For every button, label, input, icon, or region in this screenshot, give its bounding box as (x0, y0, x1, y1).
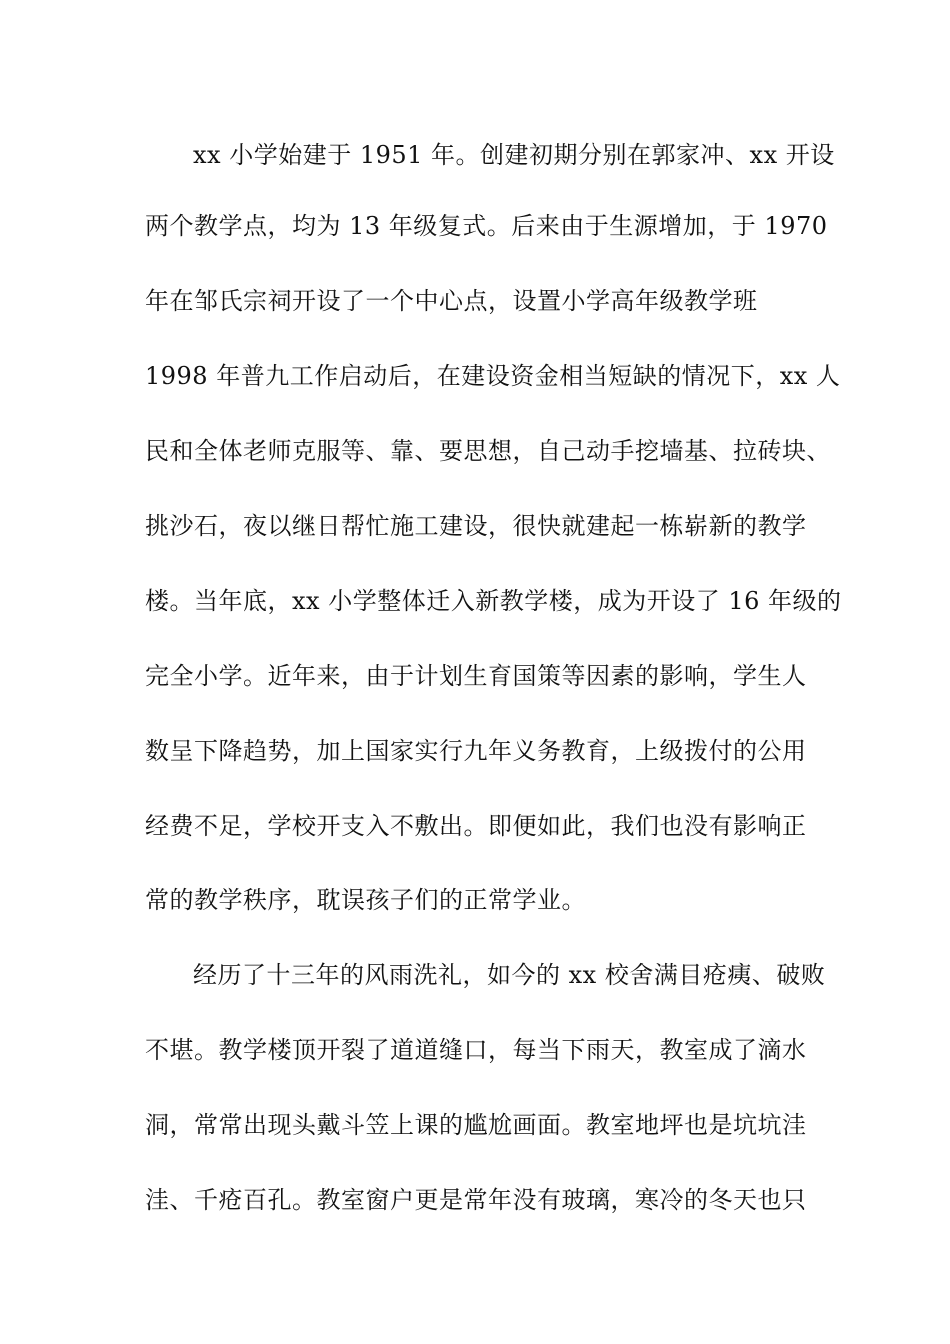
paragraph-2-line-1: 经历了十三年的风雨洗礼，如今的 xx 校舍满目疮痍、破败 (193, 961, 826, 989)
paragraph-1-line-10: 经费不足，学校开支入不敷出。即便如此，我们也没有影响正 (145, 812, 807, 840)
paragraph-1-line-9: 数呈下降趋势，加上国家实行九年义务教育，上级拨付的公用 (145, 737, 807, 765)
paragraph-2-line-2: 不堪。教学楼顶开裂了道道缝口，每当下雨天，教室成了滴水 (145, 1036, 807, 1064)
paragraph-1-line-5: 民和全体老师克服等、靠、要思想，自己动手挖墙基、拉砖块、 (145, 437, 831, 465)
paragraph-1-line-6: 挑沙石，夜以继日帮忙施工建设，很快就建起一栋崭新的教学 (145, 512, 807, 540)
paragraph-1-line-2: 两个教学点，均为 13 年级复式。后来由于生源增加，于 1970 (145, 212, 828, 240)
paragraph-1-line-4: 1998 年普九工作启动后，在建设资金相当短缺的情况下，xx 人 (145, 362, 841, 390)
paragraph-1-line-7: 楼。当年底，xx 小学整体迁入新教学楼，成为开设了 16 年级的 (145, 587, 842, 615)
paragraph-2-line-4: 洼、千疮百孔。教室窗户更是常年没有玻璃，寒冷的冬天也只 (145, 1186, 807, 1214)
paragraph-2-line-3: 洞，常常出现头戴斗笠上课的尴尬画面。教室地坪也是坑坑洼 (145, 1111, 807, 1139)
paragraph-1-line-8: 完全小学。近年来，由于计划生育国策等因素的影响，学生人 (145, 662, 807, 690)
paragraph-1-line-3: 年在邹氏宗祠开设了一个中心点，设置小学高年级教学班 (145, 287, 758, 315)
paragraph-1-line-11: 常的教学秩序，耽误孩子们的正常学业。 (145, 886, 586, 914)
paragraph-1-line-1: xx 小学始建于 1951 年。创建初期分别在郭家冲、xx 开设 (193, 141, 835, 169)
